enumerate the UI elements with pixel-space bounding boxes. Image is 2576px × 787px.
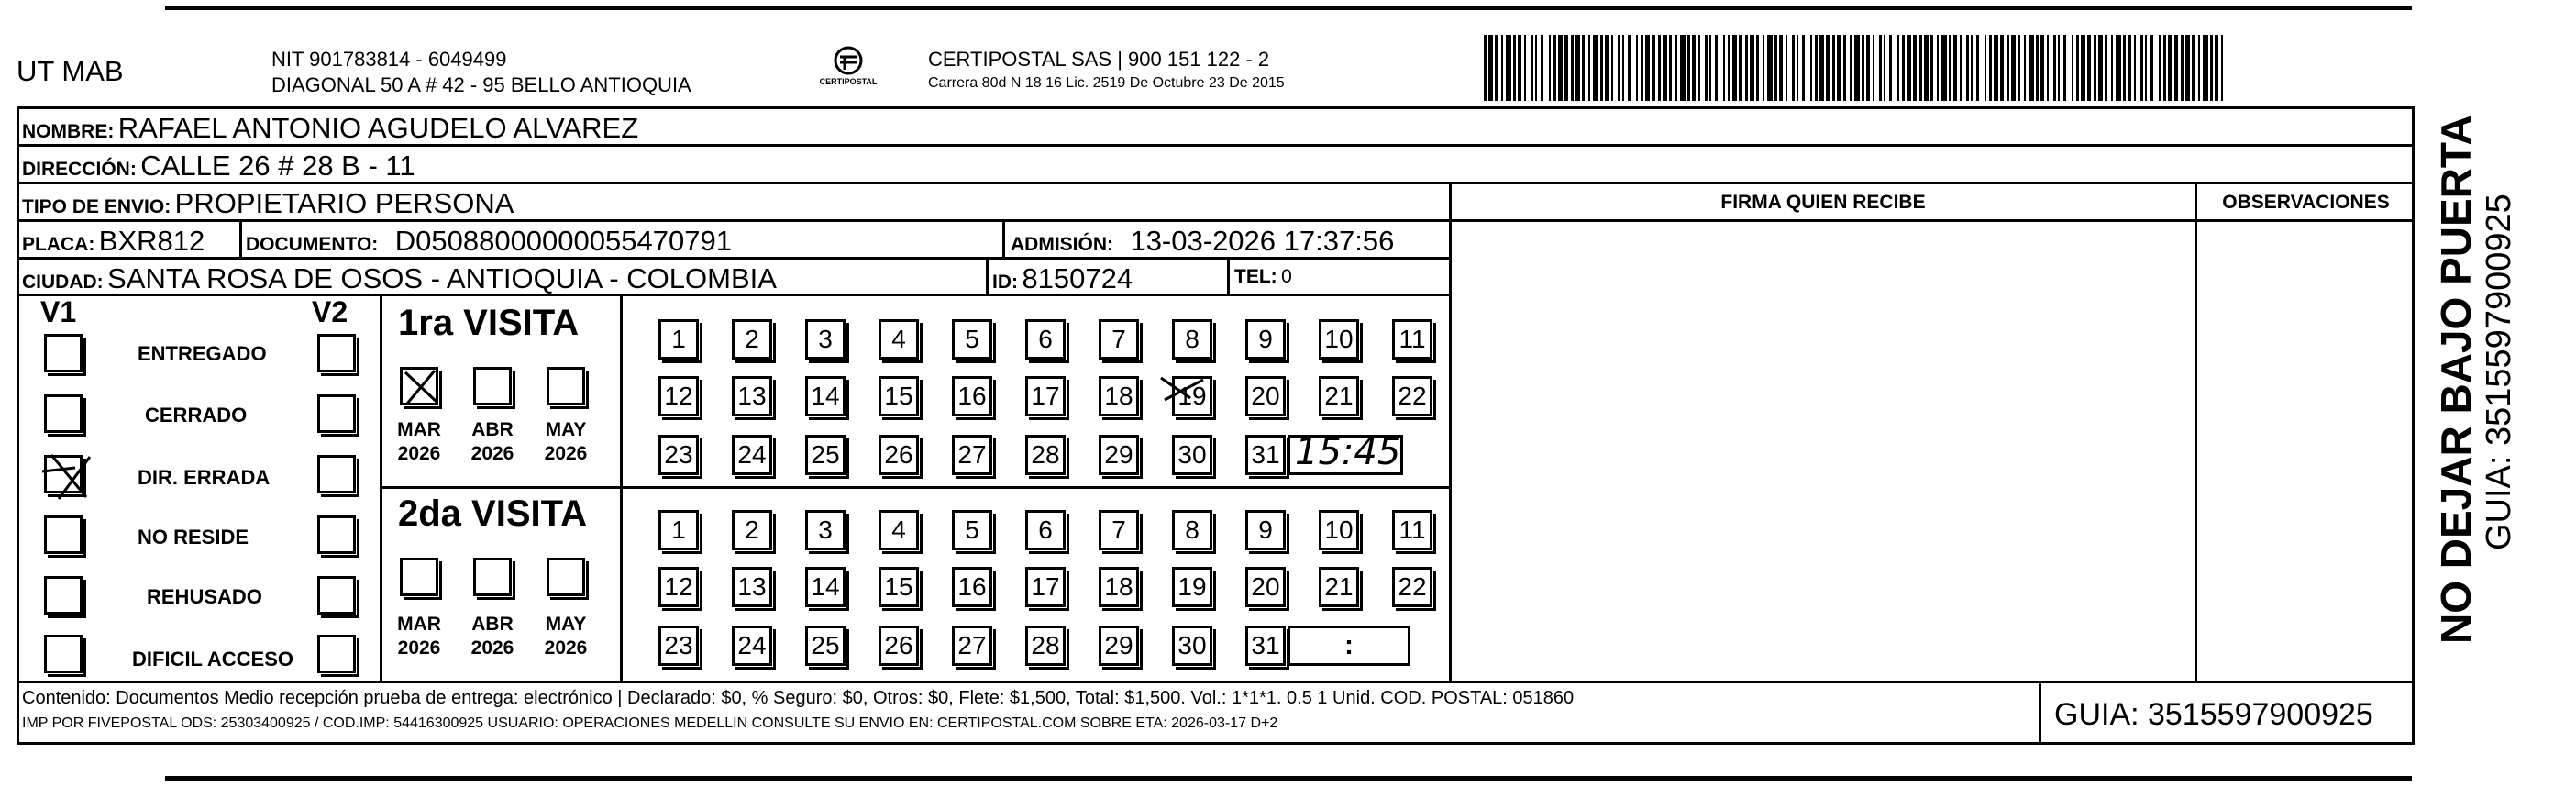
first-visit-day-28[interactable]: 28 (1025, 435, 1066, 475)
v2-no-reside-checkbox[interactable] (317, 515, 356, 554)
barcode-bar (2053, 35, 2056, 101)
barcode-bar (1558, 35, 1563, 101)
barcode-bar (1732, 35, 1737, 101)
barcode-bar (1571, 35, 1574, 101)
v2-entregado-checkbox[interactable] (317, 334, 356, 372)
barcode-bar (2018, 35, 2020, 101)
barcode-bar (1723, 35, 1725, 101)
second-visit-day-15[interactable]: 15 (879, 567, 919, 607)
side-guia: GUIA: 3515597900925 (2480, 194, 2518, 550)
barcode-bar (1641, 35, 1643, 101)
barcode-bar (2215, 35, 2218, 101)
second-visit-time-box[interactable] (1288, 626, 1410, 666)
second-visit-month-may-checkbox[interactable] (547, 558, 585, 596)
barcode-bar (1605, 35, 1609, 101)
v2-header: V2 (312, 295, 348, 328)
barcode-bar (1645, 35, 1650, 101)
first-visit-month-abr-checkbox[interactable] (473, 367, 512, 405)
placa-value: BXR812 (98, 225, 205, 257)
barcode-bar (1843, 35, 1846, 101)
barcode-bar (1854, 35, 1860, 101)
direccion-value: CALLE 26 # 28 B - 11 (140, 150, 415, 182)
barcode-bar (1792, 35, 1795, 101)
barcode-bar (2198, 35, 2200, 101)
barcode-bar (2128, 35, 2131, 101)
second-visit-day-18[interactable]: 18 (1099, 567, 1139, 607)
certipostal-logo (807, 44, 890, 95)
first-visit-mar-mark-icon (400, 365, 442, 407)
second-visit-month-abr-checkbox[interactable] (473, 558, 512, 596)
barcode-bar (1636, 35, 1638, 101)
documento-value: D05088000000055470791 (394, 225, 732, 257)
barcode-bar (1745, 35, 1748, 101)
v2-dificil-acceso-checkbox[interactable] (317, 635, 356, 673)
barcode-bar (1488, 35, 1493, 101)
barcode-bar (2040, 35, 2044, 101)
barcode-bar (2145, 35, 2147, 101)
logo-text: CERTIPOSTAL (819, 77, 878, 86)
barcode-bar (1705, 35, 1708, 101)
barcode-bar (1819, 35, 1824, 101)
admision-value: 13-03-2026 17:37:56 (1130, 225, 1395, 257)
barcode-bar (1779, 35, 1783, 101)
barcode-bar (2174, 35, 2178, 101)
barcode-bar (1506, 35, 1511, 101)
first-visit-day-18[interactable]: 18 (1099, 376, 1139, 416)
barcode-bar (2047, 35, 2049, 101)
barcode-bar (1553, 35, 1556, 101)
v1-rehusado-checkbox[interactable] (44, 576, 83, 615)
barcode (1484, 35, 2228, 101)
barcode-bar (2000, 35, 2004, 101)
first-visit-day-13[interactable]: 13 (732, 376, 772, 416)
barcode-bar (1549, 35, 1551, 101)
barcode-bar (1832, 35, 1835, 101)
first-visit-day-31[interactable]: 31 (1245, 435, 1286, 475)
first-visit-day-23[interactable]: 23 (658, 435, 699, 475)
first-visit-time-handwritten: 15:45 (1295, 431, 1401, 473)
second-visit-year-label: 2026 (544, 637, 588, 659)
barcode-bar (1924, 35, 1929, 101)
second-visit-day-28[interactable]: 28 (1025, 626, 1066, 666)
barcode-bar (1680, 35, 1686, 101)
barcode-bar (1949, 35, 1951, 101)
barcode-bar (1850, 35, 1852, 101)
barcode-bar (2029, 35, 2034, 101)
barcode-bar (1976, 35, 1979, 101)
barcode-bar (1611, 35, 1613, 101)
second-visit-year-label: 2026 (397, 637, 441, 659)
bottom-rule (165, 776, 2412, 781)
status-dir-errada: DIR. ERRADA (138, 466, 271, 489)
barcode-bar (1786, 35, 1787, 101)
barcode-bar (2076, 35, 2079, 101)
barcode-bar (1941, 35, 1947, 101)
footer-guia: GUIA: 3515597900925 (2054, 697, 2373, 732)
barcode-bar (1907, 35, 1911, 101)
first-visit-day-24[interactable]: 24 (732, 435, 772, 475)
v2-rehusado-checkbox[interactable] (317, 576, 356, 615)
barcode-bar (1728, 35, 1730, 101)
direccion-label: DIRECCIÓN: (22, 159, 137, 180)
barcode-bar (1687, 35, 1690, 101)
barcode-bar (1709, 35, 1711, 101)
id-value: 8150724 (1022, 262, 1133, 294)
barcode-bar (1902, 35, 1905, 101)
barcode-bar (1960, 35, 1962, 101)
second-visit-day-16[interactable]: 16 (952, 567, 992, 607)
second-visit-day-5[interactable]: 5 (952, 510, 992, 550)
barcode-bar (2058, 35, 2060, 101)
id-label: ID: (992, 272, 1018, 293)
firma-header: FIRMA QUIEN RECIBE (1720, 192, 1926, 213)
second-visit-day-2[interactable]: 2 (732, 510, 772, 550)
first-visit-day-3[interactable]: 3 (805, 319, 846, 360)
barcode-bar (1985, 35, 1986, 101)
barcode-bar (2105, 35, 2107, 101)
barcode-bar (1564, 35, 1568, 101)
second-visit-month-label: MAR (397, 614, 441, 635)
documento-label: DOCUMENTO: (246, 234, 379, 255)
barcode-bar (2094, 35, 2096, 101)
v2-dir-errada-checkbox[interactable] (317, 455, 356, 493)
barcode-bar (2185, 35, 2190, 101)
barcode-bar (2123, 35, 2126, 101)
barcode-bar (1669, 35, 1672, 101)
second-visit-day-10[interactable]: 10 (1319, 510, 1359, 550)
barcode-bar (1774, 35, 1777, 101)
tel-value: 0 (1281, 266, 1292, 287)
barcode-bar (1750, 35, 1754, 101)
first-visit-month-label: MAY (545, 419, 587, 440)
barcode-bar (1889, 35, 1892, 101)
barcode-bar (2159, 35, 2161, 101)
barcode-bar (2163, 35, 2166, 101)
imp-text: IMP POR FIVEPOSTAL ODS: 25303400925 / COD.IMP: 54416300925 USUARIO: OPERACIONES MEDELLIN CONSULTE SU ENVIO EN: CERTIPOSTAL.COM SOBRE ETA: 2026-03-17 D+2 (22, 715, 1278, 731)
barcode-bar (1541, 35, 1543, 101)
first-visit-day-7[interactable]: 7 (1099, 319, 1139, 360)
v1-cerrado-checkbox[interactable] (44, 394, 83, 433)
barcode-bar (1930, 35, 1933, 101)
first-visit-day-15[interactable]: 15 (879, 376, 919, 416)
top-rule (165, 6, 2412, 10)
first-visit-month-may-checkbox[interactable] (547, 367, 585, 405)
barcode-bar (1971, 35, 1973, 101)
barcode-bar (2111, 35, 2113, 101)
first-visit-day-30[interactable]: 30 (1172, 435, 1212, 475)
barcode-bar (1879, 35, 1882, 101)
barcode-bar (2181, 35, 2184, 101)
observaciones-header: OBSERVACIONES (2222, 192, 2390, 213)
barcode-bar (1535, 35, 1537, 101)
barcode-bar (1837, 35, 1841, 101)
first-visit-year-label: 2026 (544, 443, 588, 464)
barcode-bar (2210, 35, 2213, 101)
barcode-bar (1593, 35, 1598, 101)
first-visit-day-22[interactable]: 22 (1392, 376, 1432, 416)
second-visit-day-6[interactable]: 6 (1025, 510, 1066, 550)
admision-label: ADMISIÓN: (1011, 234, 1113, 255)
barcode-bar (1484, 35, 1487, 101)
v1-dificil-acceso-checkbox[interactable] (44, 635, 83, 673)
first-visit-day-11[interactable]: 11 (1392, 319, 1432, 360)
first-visit-day-5[interactable]: 5 (952, 319, 992, 360)
v1-header: V1 (40, 295, 77, 328)
first-visit-day-19[interactable]: 19 (1172, 376, 1212, 416)
barcode-bar (1815, 35, 1818, 101)
barcode-bar (1937, 35, 1939, 101)
status-cerrado: CERRADO (145, 404, 248, 427)
second-visit-day-22[interactable]: 22 (1392, 567, 1432, 607)
second-visit-day-7[interactable]: 7 (1099, 510, 1139, 550)
first-visit-day-12[interactable]: 12 (658, 376, 699, 416)
barcode-bar (1797, 35, 1798, 101)
barcode-bar (1652, 35, 1655, 101)
ciudad-label: CIUDAD: (22, 272, 104, 293)
first-visit-day-4[interactable]: 4 (879, 319, 919, 360)
certipostal-info: CERTIPOSTAL SAS | 900 151 122 - 2 (928, 48, 1270, 71)
barcode-bar (2203, 35, 2208, 101)
barcode-bar (2150, 35, 2153, 101)
second-visit-day-13[interactable]: 13 (732, 567, 772, 607)
barcode-bar (1582, 35, 1585, 101)
barcode-bar (2192, 35, 2195, 101)
first-visit-day-8[interactable]: 8 (1172, 319, 1212, 360)
first-visit-title: 1ra VISITA (398, 303, 580, 343)
barcode-bar (1739, 35, 1742, 101)
second-visit-day-31[interactable]: 31 (1245, 626, 1286, 666)
barcode-bar (2072, 35, 2073, 101)
barcode-bar (1628, 35, 1631, 101)
nombre-value: RAFAEL ANTONIO AGUDELO ALVAREZ (117, 112, 639, 144)
barcode-bar (2221, 35, 2223, 101)
barcode-bar (1810, 35, 1812, 101)
status-no-reside: NO RESIDE (138, 526, 249, 549)
status-entregado: ENTREGADO (138, 342, 267, 365)
second-visit-day-20[interactable]: 20 (1245, 567, 1286, 607)
ciudad-value: SANTA ROSA DE OSOS - ANTIOQUIA - COLOMBIA (107, 262, 777, 294)
second-visit-day-17[interactable]: 17 (1025, 567, 1066, 607)
first-visit-year-label: 2026 (397, 443, 441, 464)
company-name: UT MAB (17, 55, 124, 87)
barcode-bar (1873, 35, 1874, 101)
barcode-bar (2087, 35, 2091, 101)
barcode-bar (1588, 35, 1590, 101)
second-visit-day-12[interactable]: 12 (658, 567, 699, 607)
barcode-bar (1531, 35, 1533, 101)
barcode-bar (1692, 35, 1696, 101)
second-visit-month-label: ABR (471, 614, 514, 635)
second-visit-year-label: 2026 (470, 637, 514, 659)
barcode-bar (2024, 35, 2026, 101)
second-visit-month-label: MAY (545, 614, 587, 635)
barcode-bar (1715, 35, 1718, 101)
barcode-bar (1524, 35, 1526, 101)
status-dificil-acceso: DIFICIL ACCESO (132, 648, 294, 671)
barcode-bar (1953, 35, 1957, 101)
barcode-bar (1663, 35, 1667, 101)
barcode-bar (1767, 35, 1773, 101)
barcode-bar (1575, 35, 1580, 101)
first-visit-month-label: ABR (471, 419, 514, 440)
barcode-bar (1495, 35, 1498, 101)
first-visit-day-6[interactable]: 6 (1025, 319, 1066, 360)
second-visit-day-3[interactable]: 3 (805, 510, 846, 550)
nombre-label: NOMBRE: (22, 121, 115, 142)
second-visit-month-mar-checkbox[interactable] (400, 558, 438, 596)
barcode-bar (1866, 35, 1870, 101)
tipo-envio-label: TIPO DE ENVIO: (22, 196, 171, 217)
second-visit-day-11[interactable]: 11 (1392, 510, 1432, 550)
barcode-bar (1675, 35, 1677, 101)
v1-no-reside-checkbox[interactable] (44, 515, 83, 554)
first-visit-day-27[interactable]: 27 (952, 435, 992, 475)
barcode-bar (2036, 35, 2039, 101)
barcode-bar (2098, 35, 2103, 101)
second-visit-title: 2da VISITA (398, 493, 587, 534)
contenido-text: Contenido: Documentos Medio recepción prueba de entrega: electrónico | Declarado: $0, % Seguro: $0, Otros: $0, Flete: $1,500, Total: $1,500. Vol.: 1*1*1. 0.5 1 Unid. COD. POSTAL: 051860 (22, 688, 1575, 708)
barcode-bar (1966, 35, 1969, 101)
barcode-bar (2168, 35, 2172, 101)
day-19-strike-icon (1155, 367, 1220, 413)
v1-entregado-checkbox[interactable] (44, 334, 83, 372)
second-visit-time-placeholder: : (1344, 630, 1354, 660)
second-visit-day-25[interactable]: 25 (805, 626, 846, 666)
second-visit-day-8[interactable]: 8 (1172, 510, 1212, 550)
first-visit-day-9[interactable]: 9 (1245, 319, 1286, 360)
second-visit-day-9[interactable]: 9 (1245, 510, 1286, 550)
barcode-bar (2116, 35, 2121, 101)
barcode-bar (1518, 35, 1521, 101)
license-info: Carrera 80d N 18 16 Lic. 2519 De Octubre 23 De 2015 (928, 75, 1285, 91)
first-visit-day-20[interactable]: 20 (1245, 376, 1286, 416)
first-visit-day-10[interactable]: 10 (1319, 319, 1359, 360)
first-visit-day-17[interactable]: 17 (1025, 376, 1066, 416)
barcode-bar (2140, 35, 2143, 101)
barcode-bar (2081, 35, 2085, 101)
barcode-bar (1513, 35, 1516, 101)
second-visit-day-21[interactable]: 21 (1319, 567, 1359, 607)
tipo-envio-value: PROPIETARIO PERSONA (174, 187, 514, 219)
second-visit-day-4[interactable]: 4 (879, 510, 919, 550)
first-visit-day-16[interactable]: 16 (952, 376, 992, 416)
first-visit-day-2[interactable]: 2 (732, 319, 772, 360)
first-visit-day-29[interactable]: 29 (1099, 435, 1139, 475)
barcode-bar (2007, 35, 2009, 101)
second-visit-day-30[interactable]: 30 (1172, 626, 1212, 666)
barcode-bar (1600, 35, 1603, 101)
barcode-bar (2063, 35, 2066, 101)
barcode-bar (1618, 35, 1620, 101)
second-visit-day-27[interactable]: 27 (952, 626, 992, 666)
v2-cerrado-checkbox[interactable] (317, 394, 356, 433)
status-rehusado: REHUSADO (147, 585, 262, 608)
barcode-bar (1897, 35, 1899, 101)
second-visit-day-19[interactable]: 19 (1172, 567, 1212, 607)
second-visit-day-23[interactable]: 23 (658, 626, 699, 666)
second-visit-day-24[interactable]: 24 (732, 626, 772, 666)
barcode-bar (2011, 35, 2016, 101)
side-warning: NO DEJAR BAJO PUERTA (2432, 115, 2480, 644)
second-visit-day-1[interactable]: 1 (658, 510, 699, 550)
barcode-bar (1826, 35, 1830, 101)
tel-label: TEL: (1234, 266, 1277, 287)
sender-address: DIAGONAL 50 A # 42 - 95 BELLO ANTIOQUIA (271, 73, 691, 96)
barcode-bar (1756, 35, 1759, 101)
first-visit-month-label: MAR (397, 419, 441, 440)
first-visit-day-25[interactable]: 25 (805, 435, 846, 475)
barcode-bar (1989, 35, 1992, 101)
placa-label: PLACA: (22, 234, 95, 255)
barcode-bar (1763, 35, 1764, 101)
second-visit-day-14[interactable]: 14 (805, 567, 846, 607)
barcode-bar (1919, 35, 1922, 101)
barcode-bar (1913, 35, 1917, 101)
barcode-bar (1698, 35, 1700, 101)
barcode-bar (1862, 35, 1864, 101)
barcode-bar (1658, 35, 1661, 101)
nit: NIT 901783814 - 6049499 (271, 48, 507, 71)
barcode-bar (1622, 35, 1624, 101)
barcode-bar (2134, 35, 2136, 101)
barcode-bar (1884, 35, 1885, 101)
barcode-bar (1994, 35, 1998, 101)
first-visit-day-21[interactable]: 21 (1319, 376, 1359, 416)
first-visit-day-1[interactable]: 1 (658, 319, 699, 360)
barcode-bar (1802, 35, 1805, 101)
second-visit-day-26[interactable]: 26 (879, 626, 919, 666)
first-visit-day-26[interactable]: 26 (879, 435, 919, 475)
first-visit-year-label: 2026 (470, 443, 514, 464)
second-visit-day-29[interactable]: 29 (1099, 626, 1139, 666)
v1-dir-errada-mark-icon (39, 444, 103, 508)
barcode-bar (1501, 35, 1503, 101)
first-visit-day-14[interactable]: 14 (805, 376, 846, 416)
